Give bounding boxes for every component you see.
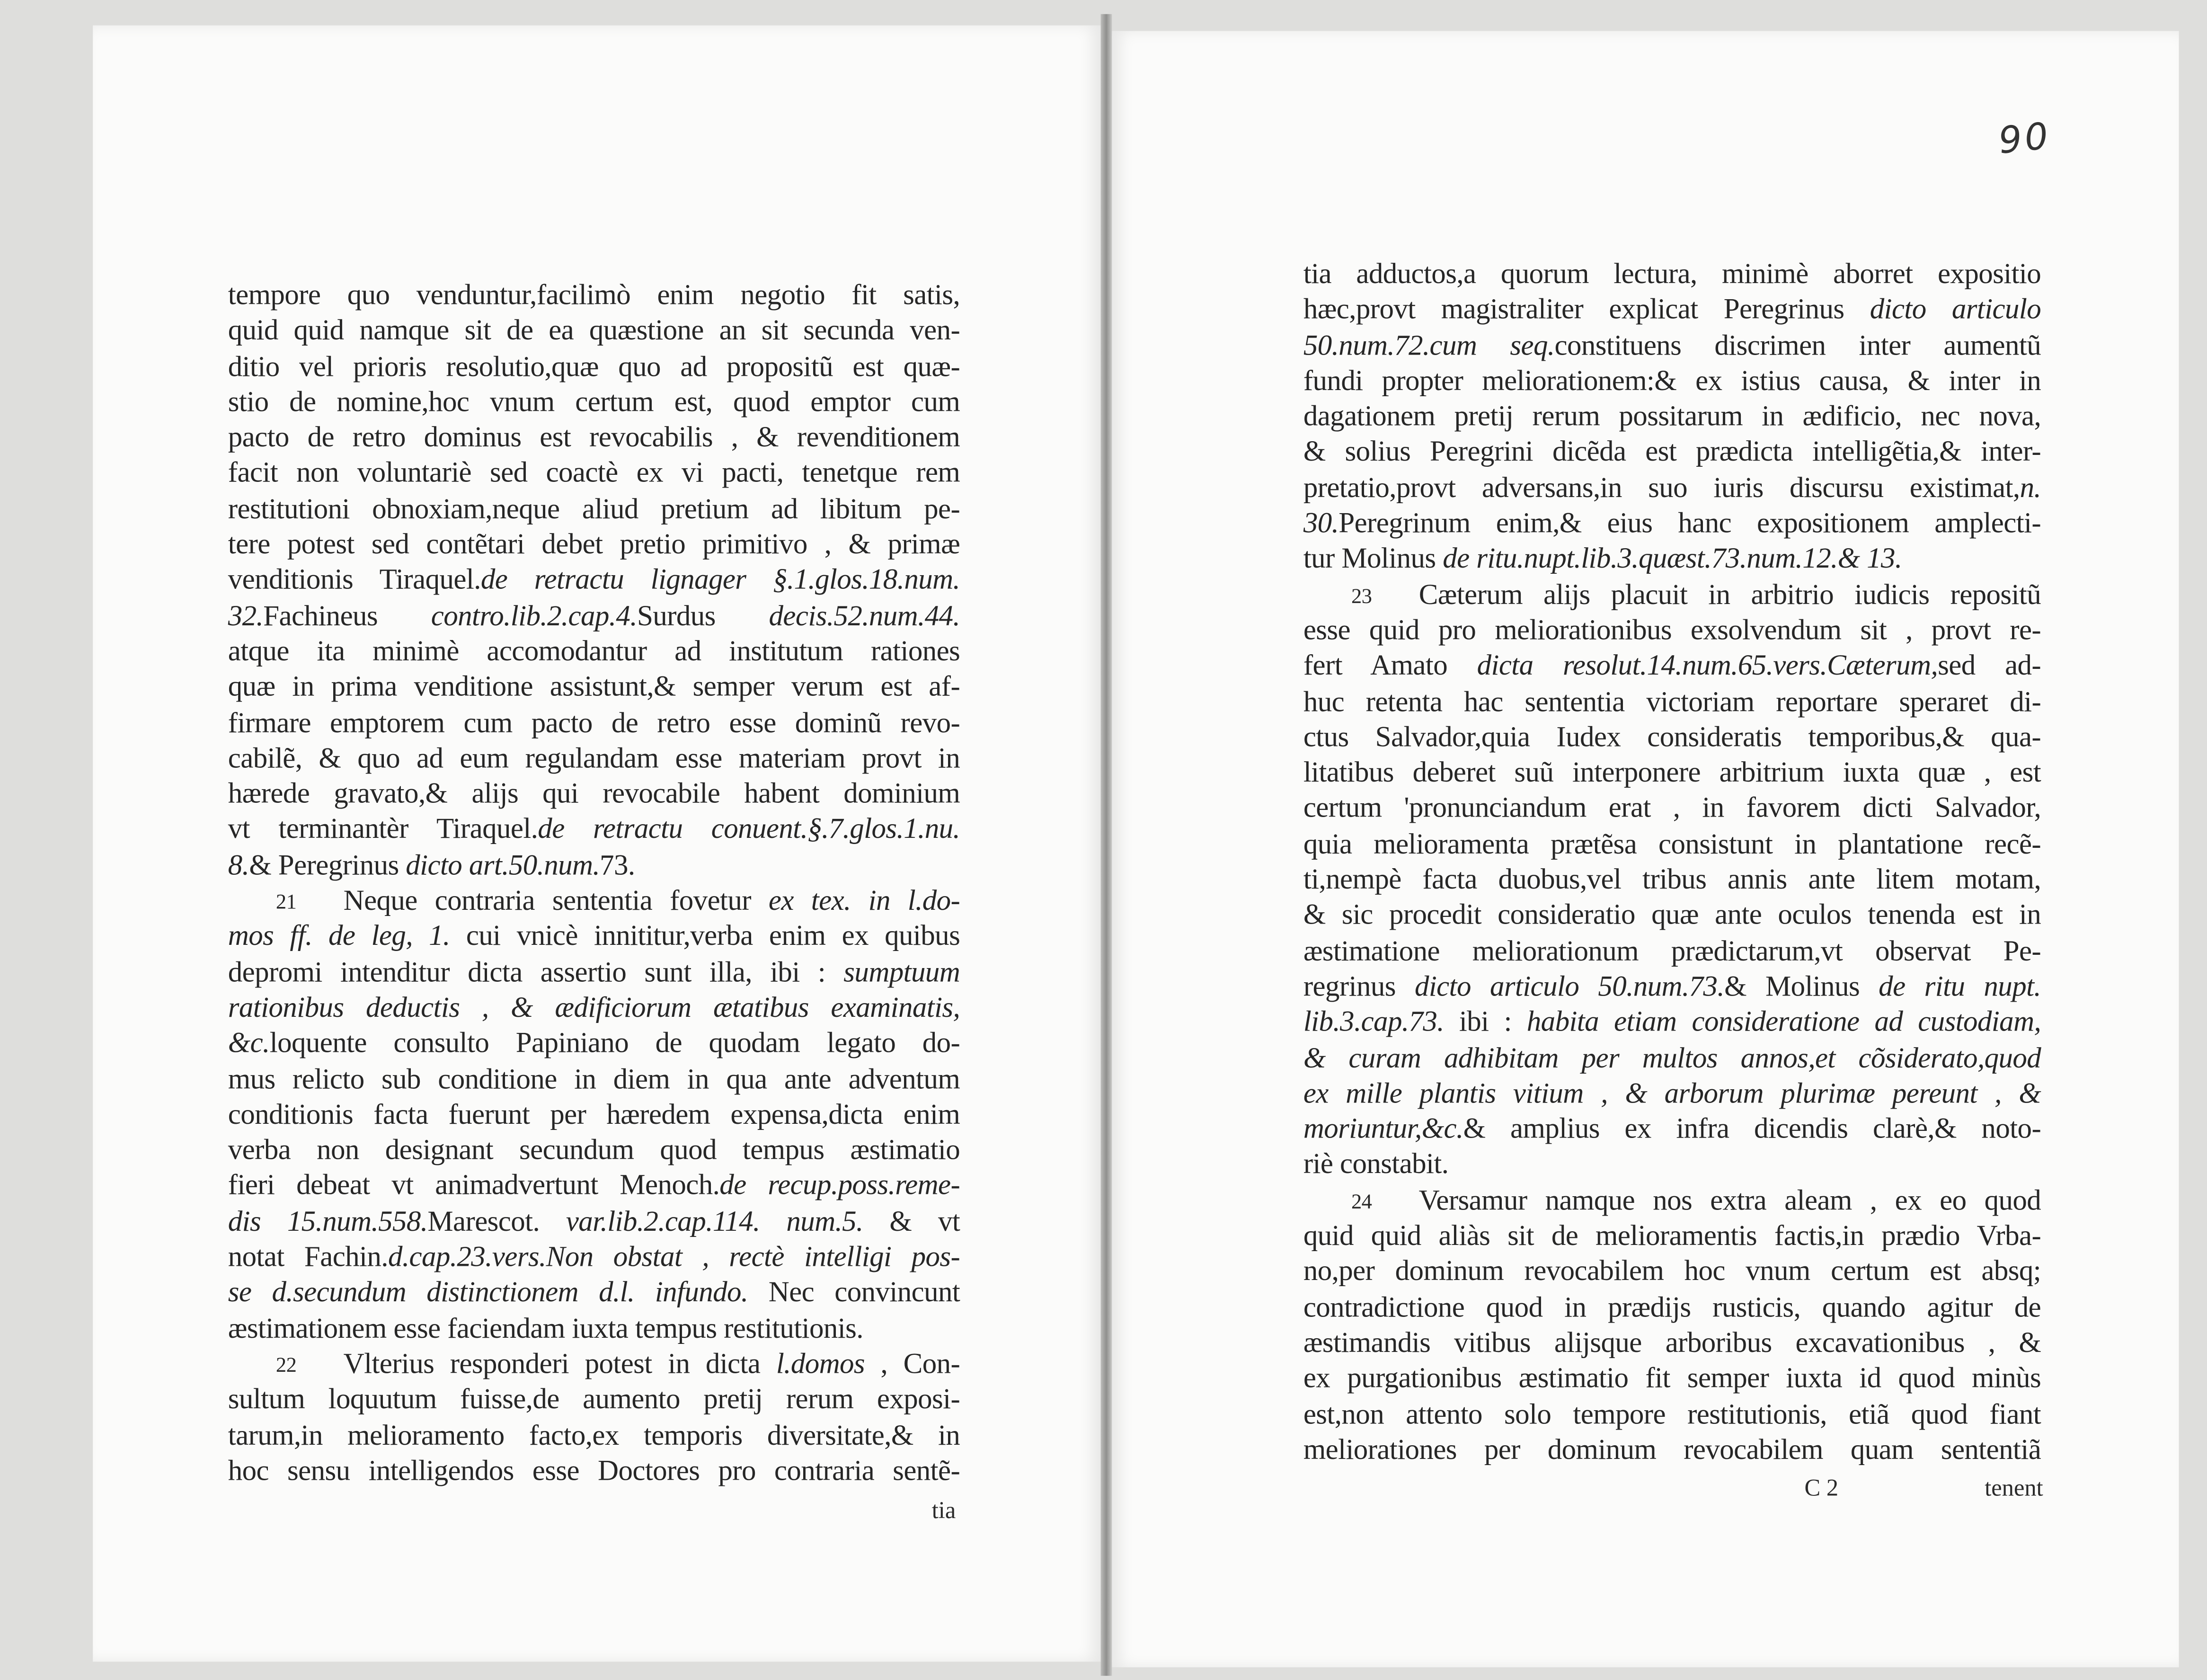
text-line [1303, 1326, 2041, 1362]
text-line [1303, 1113, 2041, 1148]
italic-citation: dicto art.50.num. [406, 850, 600, 881]
text-line [228, 1205, 960, 1241]
catchword: tia [931, 1497, 956, 1524]
text-line [228, 528, 960, 564]
text-line [1303, 685, 2041, 720]
italic-citation: habita etiam consideratione ad custodiam, [1526, 1007, 2041, 1039]
text-segment: hærede gravato,& alijs qui revocabile habent dominium [228, 779, 960, 810]
text-line [1303, 1148, 2041, 1184]
text-line [1303, 329, 2041, 364]
italic-citation: l.domos [776, 1349, 865, 1380]
text-line [228, 1098, 960, 1134]
text-line [1303, 293, 2041, 329]
text-line [1303, 471, 2041, 507]
right-page [1112, 31, 2179, 1667]
text-line [1303, 756, 2041, 792]
text-segment: dagationem pretij rerum possitarum in ædificio, nec nova, [1303, 401, 2041, 433]
text-segment: & Peregrinus [249, 850, 406, 881]
paragraph-number: 21 [275, 891, 297, 914]
text-line [1303, 721, 2041, 756]
left-page-text [228, 279, 960, 1490]
text-segment: facit non voluntariè sed coactè ex vi pacti, tenetque rem [228, 458, 960, 489]
italic-citation: dicto articulo 50.num.73. [1414, 971, 1725, 1003]
text-segment: est,non attento solo tempore restitutionis, etiã quod fiant [1303, 1399, 2041, 1431]
text-segment: conditionis facta fuerunt per hæredem expensa,dicta enim [228, 1099, 960, 1131]
paragraph-number: 24 [1351, 1191, 1372, 1214]
paragraph-number: 22 [275, 1354, 297, 1378]
catchword: tenent [1985, 1474, 2043, 1502]
text-segment: & amplius ex infra dicendis clarè,& noto- [1463, 1114, 2041, 1145]
text-line [1303, 507, 2041, 542]
text-segment: hoc sensu intelligendos esse Doctores pro contraria sentẽ- [228, 1456, 960, 1487]
text-line [228, 742, 960, 777]
italic-citation: 50.num.72.cum seq. [1303, 330, 1555, 362]
italic-citation: dicta resolut.14.num.65.vers.Cæterum, [1477, 651, 1938, 682]
text-segment: hæc,provt magistraliter explicat Peregrinus [1303, 294, 1870, 326]
text-line [228, 1383, 960, 1419]
text-segment: æstimatione meliorationum prædictarum,vt observat Pe- [1303, 936, 2041, 967]
text-line [228, 564, 960, 599]
text-line [228, 1454, 960, 1490]
text-segment: ti,nempè facta duobus,vel tribus annis ante litem motam, [1303, 864, 2041, 896]
text-segment: pacto de retro dominus est revocabilis , & revenditionem [228, 423, 960, 454]
text-segment: & solius Peregrini dicẽda est prædicta intelligẽtia,& inter- [1303, 437, 2041, 469]
italic-citation: & curam adhibitam per multos annos,et cõsiderato,quod [1303, 1043, 2041, 1074]
text-segment: no,per dominum revocabilem hoc vnum certum est absq; [1303, 1256, 2041, 1288]
text-segment: Vlterius responderi potest in dicta [343, 1349, 776, 1380]
text-segment: cui vnicè innititur,verba enim ex quibus [450, 921, 960, 953]
text-segment: firmare emptorem cum pacto de retro esse dominũ revo- [228, 708, 960, 739]
text-line [228, 1312, 960, 1347]
text-segment: & sic procedit consideratio quæ ante oculos tenenda est in [1303, 900, 2041, 932]
text-segment: fundi propter meliorationem:& ex istius causa, & inter in [1303, 366, 2041, 397]
italic-citation: decis.52.num.44. [769, 601, 960, 632]
text-line [228, 849, 960, 884]
left-page [93, 26, 1100, 1662]
text-segment: Peregrinum enim,& eius hanc expositionem amplecti- [1338, 508, 2041, 540]
text-line [1303, 1255, 2041, 1291]
text-line [1303, 258, 2041, 293]
text-line [1303, 1398, 2041, 1433]
text-line [228, 884, 960, 920]
text-line [1303, 1291, 2041, 1326]
text-line [1303, 649, 2041, 685]
text-segment: tempore quo venduntur,facilimò enim negotio fit satis, [228, 280, 960, 311]
italic-citation: &c. [228, 1028, 270, 1059]
text-segment: sed ad- [1938, 651, 2041, 682]
text-segment: quid quid namque sit de ea quæstione an sit secunda ven- [228, 316, 960, 347]
text-segment: notat Fachin. [228, 1242, 388, 1273]
text-segment: ibi : [1444, 1007, 1527, 1039]
italic-citation: dis 15.num.558. [228, 1206, 428, 1238]
text-line [1303, 1184, 2041, 1219]
text-line [228, 671, 960, 706]
italic-citation: 8. [228, 850, 249, 881]
text-segment: Nec convincunt [748, 1278, 960, 1309]
text-segment: quæ in prima venditione assistunt,& semper verum est af- [228, 672, 960, 703]
text-segment: æstimationem esse faciendam iuxta tempus restitutionis. [228, 1313, 863, 1344]
text-segment: , Con- [865, 1349, 960, 1380]
text-line [1303, 1006, 2041, 1041]
text-line [228, 991, 960, 1027]
text-line [1303, 827, 2041, 863]
italic-citation: rationibus deductis , & ædificiorum ætatibus examinatis, [228, 993, 960, 1024]
text-segment: Neque contraria sententia fovetur [343, 886, 769, 917]
text-line [1303, 364, 2041, 400]
italic-citation: sumptuum [843, 957, 960, 988]
text-line [228, 314, 960, 350]
text-line [1303, 436, 2041, 471]
text-segment: contradictione quod in prædijs rusticis, quando agitur de [1303, 1292, 2041, 1324]
text-segment: mus relicto sub conditione in diem in qua ante adventum [228, 1064, 960, 1095]
text-line [228, 1241, 960, 1276]
text-line [228, 1419, 960, 1454]
text-segment: tur Molinus [1303, 544, 1443, 575]
text-segment: constituens discrimen inter aumentũ [1554, 330, 2041, 362]
text-line [228, 920, 960, 956]
italic-citation: ex mille plantis vitium , & arborum plurimæ pereunt , & [1303, 1078, 2041, 1110]
text-line [228, 778, 960, 813]
italic-citation: dicto articulo [1870, 294, 2041, 326]
text-line [228, 706, 960, 742]
text-segment: 73. [600, 850, 635, 881]
text-segment: restitutioni obnoxiam,neque aliud pretium ad libitum pe- [228, 494, 960, 525]
text-segment: tarum,in melioramento facto,ex temporis diversitate,& in [228, 1420, 960, 1451]
text-segment: quia melioramenta prætẽsa consistunt in plantatione recẽ- [1303, 829, 2041, 860]
text-line [228, 350, 960, 386]
text-line [1303, 899, 2041, 934]
text-line [1303, 970, 2041, 1006]
book-gutter [1101, 14, 1112, 1676]
text-segment: depromi intenditur dicta assertio sunt illa, ibi : [228, 957, 844, 988]
right-page-text [1303, 258, 2041, 1469]
italic-citation: var.lib.2.cap.114. num.5. [566, 1206, 863, 1238]
text-segment: verba non designant secundum quod tempus æstimatio [228, 1135, 960, 1166]
italic-citation: de ritu nupt. [1879, 971, 2041, 1003]
italic-citation: d.cap.23.vers.Non obstat , rectè intelligi pos- [388, 1242, 960, 1273]
text-segment: ditio vel prioris resolutio,quæ quo ad propositũ est quæ- [228, 351, 960, 382]
text-segment: ex purgationibus æstimatio fit semper iuxta id quod minùs [1303, 1363, 2041, 1395]
text-segment: stio de nomine,hoc vnum certum est, quod emptor cum [228, 387, 960, 418]
text-segment: tia adductos,a quorum lectura, minimè aborret expositio [1303, 259, 2041, 290]
text-segment: Marescot. [427, 1206, 566, 1238]
text-line [228, 493, 960, 528]
text-line [228, 813, 960, 849]
text-line [228, 635, 960, 671]
text-line [1303, 792, 2041, 827]
text-line [1303, 863, 2041, 899]
text-segment: vt terminantèr Tiraquel. [228, 814, 538, 846]
text-segment: Fachineus [263, 601, 431, 632]
text-segment: pretatio,provt adversans,in suo iuris discursu existimat, [1303, 472, 2020, 504]
signature-mark: C 2 [1804, 1474, 1839, 1502]
italic-citation: de recup.poss.reme- [719, 1171, 960, 1202]
text-segment: Versamur namque nos extra aleam , ex eo quod [1418, 1185, 2041, 1217]
text-segment: certum 'pronunciandum erat , in favorem dicti Salvador, [1303, 793, 2041, 825]
text-segment: fieri debeat vt animadvertunt Menoch. [228, 1171, 720, 1202]
italic-citation: 32. [228, 601, 264, 632]
italic-citation: de retractu conuent.§.7.glos.1.nu. [538, 814, 960, 846]
text-segment: meliorationes per dominum revocabilem quam sententiã [1303, 1434, 2041, 1466]
text-segment: riè constabit. [1303, 1149, 1449, 1181]
text-segment: & Molinus [1724, 971, 1879, 1003]
text-line [1303, 614, 2041, 649]
text-line [1303, 1362, 2041, 1397]
italic-citation: ex tex. in l.do- [768, 886, 960, 917]
text-segment: quid quid aliàs sit de melioramentis factis,in prædio Vrba- [1303, 1221, 2041, 1252]
italic-citation: de ritu.nupt.lib.3.quæst.73.num.12.& 13. [1443, 544, 1902, 575]
text-line [228, 599, 960, 635]
text-segment: huc retenta hac sententia victoriam reportare speraret di- [1303, 686, 2041, 718]
text-line [228, 279, 960, 314]
text-segment: atque ita minimè accomodantur ad institutum rationes [228, 636, 960, 668]
text-line [1303, 934, 2041, 970]
text-segment: loquente consulto Papiniano de quodam legato do- [269, 1028, 960, 1059]
italic-citation: lib.3.cap.73. [1303, 1007, 1444, 1039]
italic-citation: de retractu lignager §.1.glos.18.num. [480, 565, 960, 596]
text-line [228, 421, 960, 457]
text-line [228, 457, 960, 492]
text-segment: cabilẽ, & quo ad eum regulandam esse materiam provt in [228, 743, 960, 774]
text-line [1303, 400, 2041, 436]
italic-citation: n. [2020, 472, 2041, 504]
text-segment: & vt [863, 1206, 960, 1238]
text-line [1303, 1433, 2041, 1469]
text-line [228, 386, 960, 421]
text-line [228, 1348, 960, 1383]
text-segment: regrinus [1303, 971, 1415, 1003]
text-segment: venditionis Tiraquel. [228, 565, 481, 596]
text-line [228, 1169, 960, 1205]
italic-citation: 30. [1303, 508, 1339, 540]
text-segment: sultum loquutum fuisse,de aumento pretij rerum exposi- [228, 1384, 960, 1416]
text-line [1303, 1041, 2041, 1077]
text-line [228, 1134, 960, 1169]
text-line [1303, 1077, 2041, 1112]
text-line [228, 956, 960, 991]
italic-citation: se d.secundum distinctionem d.l. infundo. [228, 1278, 748, 1309]
text-line [228, 1027, 960, 1062]
text-segment: Cæterum alijs placuit in arbitrio iudicis repositũ [1418, 579, 2041, 611]
text-segment: ctus Salvador,quia Iudex consideratis temporibus,& qua- [1303, 722, 2041, 754]
text-line [228, 1276, 960, 1312]
text-segment: litatibus deberet suũ interponere arbitrium iuxta quæ , est [1303, 757, 2041, 789]
paragraph-number: 23 [1351, 585, 1372, 608]
text-line [1303, 578, 2041, 614]
italic-citation: mos ff. de leg, 1. [228, 921, 450, 953]
text-segment: Surdus [637, 601, 769, 632]
text-line [1303, 1219, 2041, 1255]
italic-citation: contro.lib.2.cap.4. [431, 601, 637, 632]
text-segment: fert Amato [1303, 651, 1477, 682]
text-line [228, 1063, 960, 1098]
text-segment: æstimandis vitibus alijsque arboribus excavationibus , & [1303, 1328, 2041, 1359]
italic-citation: moriuntur,&c. [1303, 1114, 1463, 1145]
handwritten-folio-number: 90 [1996, 116, 2053, 163]
text-line [1303, 542, 2041, 578]
text-segment: esse quid pro meliorationibus exsolvendum sit , provt re- [1303, 615, 2041, 647]
text-segment: tere potest sed contẽtari debet pretio primitivo , & primæ [228, 529, 960, 561]
